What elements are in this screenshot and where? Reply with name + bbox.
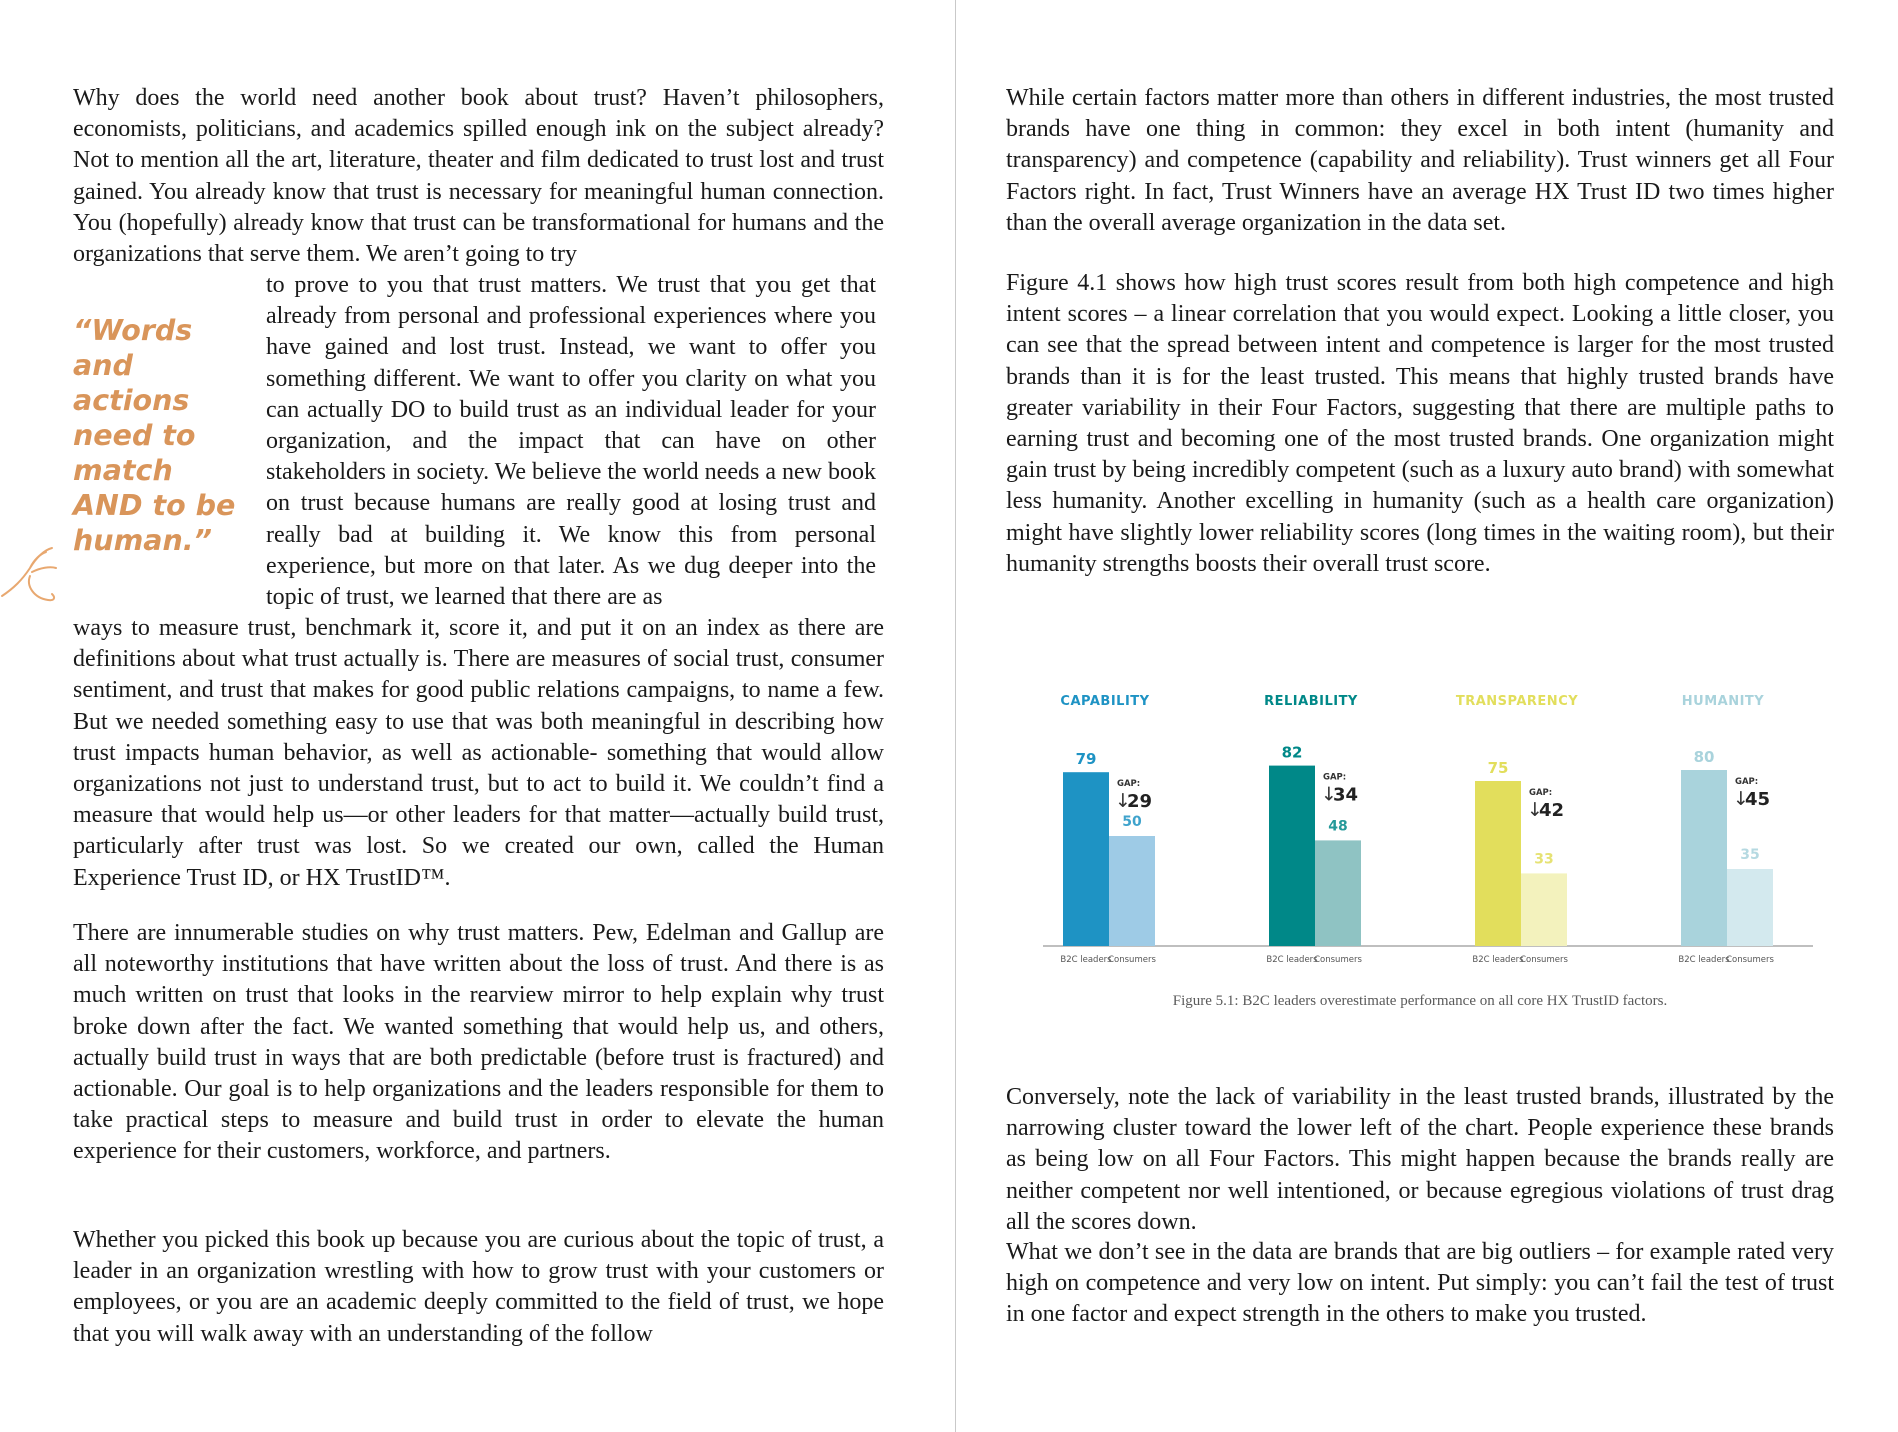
gap-down-arrow-icon: ↓ <box>1733 788 1749 810</box>
left-paragraph-3: Whether you picked this book up because you are curious about the topic of trust, a leader in an organization wrestling with how to grow trust with your customers or employees, or you are an academic deeply committed to the field of trust, we hope that you will walk away with an understanding of the follow <box>73 1227 884 1347</box>
value-label-consumers-transparency: 33 <box>1534 851 1554 868</box>
x-tick-label-consumers: Consumers <box>1108 955 1156 965</box>
gap-value-humanity: 45 <box>1745 789 1771 810</box>
left-paragraph-1-tail: ways to measure trust, benchmark it, score it, and put it on an index as there are definitions about what trust actually is. There are measures of social trust, consumer sentiment, and trust that makes for good public relations campaigns, to name a few. But we needed something easy to use that was both meaningful in describing how trust impacts human behavior, as well as actionable- something that would allow organizations not just to understand trust, but to act to build it. We couldn’t find a measure that would help us—or other leaders for that matter—actually build trust, particularly after trust was lost. So we created our own, called the Human Experience Trust ID, or HX TrustID™. <box>73 615 884 891</box>
bar-leaders-reliability <box>1269 766 1315 946</box>
gap-value-reliability: 34 <box>1333 784 1359 806</box>
value-label-leaders-reliability: 82 <box>1281 743 1303 762</box>
gap-down-arrow-icon: ↓ <box>1115 790 1131 813</box>
category-label-reliability: RELIABILITY <box>1264 694 1358 709</box>
value-label-consumers-capability: 50 <box>1122 814 1142 830</box>
right-paragraph-3: Conversely, note the lack of variability in the least trusted brands, illustrated by the narrowing cluster toward the lower left of the chart. People experience these brands as being low on all Four Factors. This might happen because the brands really are neither competent nor well intentioned, or because egregious violations of trust drag all the scores down. <box>1006 1084 1834 1235</box>
value-label-leaders-capability: 79 <box>1075 750 1097 769</box>
x-tick-label-consumers: Consumers <box>1726 955 1774 965</box>
bar-consumers-reliability <box>1315 840 1361 946</box>
gap-down-arrow-icon: ↓ <box>1527 799 1543 821</box>
x-tick-label-consumers: Consumers <box>1520 955 1568 965</box>
category-label-capability: CAPABILITY <box>1060 694 1150 709</box>
bar-leaders-humanity <box>1681 770 1727 946</box>
left-paragraph-1-lead: Why does the world need another book about trust? Haven’t philosophers, economists, politicians, and academics spilled enough ink on the subject already? Not to mention all the art, literature, theater and film dedicated to trust lost and trust gained. You already know that trust is necessary for meaningful human connection. You (hopefully) already know that trust can be transformational for humans and the organizations that serve them. We aren’t going to try <box>73 85 884 268</box>
right-paragraph-1: While certain factors matter more than others in different industries, the most trusted brands have one thing in common: they excel in both intent (humanity and transparency) and competence (capability and reliability). Trust winners get all Four Factors right. In fact, Trust Winners have an average HX Trust ID two times higher than the overall average organization in the data set. <box>1006 85 1834 236</box>
x-tick-label-leaders: B2C leaders <box>1060 955 1112 965</box>
x-tick-label-leaders: B2C leaders <box>1472 955 1524 965</box>
gap-label-transparency: GAP: <box>1529 788 1553 798</box>
bar-leaders-transparency <box>1475 781 1521 946</box>
value-label-consumers-humanity: 35 <box>1740 847 1760 863</box>
gap-down-arrow-icon: ↓ <box>1321 783 1337 806</box>
value-label-consumers-reliability: 48 <box>1328 818 1348 835</box>
left-paragraph-2: There are innumerable studies on why trust matters. Pew, Edelman and Gallup are all noteworthy institutions that have written about the loss of trust. And there is as much written on trust that looks in the rearview mirror to help explain why trust broke down after the fact. We wanted something that would help us, and others, actually build trust in ways that are both predictable (before trust is fractured) and actionable. Our goal is to help organizations and the leaders responsible for them to take practical steps to measure and build trust in order to elevate the human experience for their customers, workforce, and partners. <box>73 920 884 1165</box>
pull-quote: “Words and actions need to match AND to be human.” <box>73 314 236 557</box>
value-label-leaders-humanity: 80 <box>1693 748 1715 766</box>
bar-consumers-transparency <box>1521 873 1567 946</box>
value-label-leaders-transparency: 75 <box>1487 759 1509 777</box>
left-paragraph-1-wrapped: to prove to you that trust matters. We trust that you get that already from personal and professional experiences where you have gained and lost trust. Instead, we want to offer you something different. We want to offer you clarity on what you can actually DO to build trust as an individual leader for your organization, and the impact that can have on other stakeholders in society. We believe the world needs a new book on trust because humans are really good at losing trust and really bad at building it. We know this from personal experience, but more on that later. As we dug deeper into the topic of trust, we learned that there are as <box>266 272 876 611</box>
hand-drawn-doodle-icon <box>0 528 70 608</box>
right-paragraph-2: Figure 4.1 shows how high trust scores result from both high competence and high intent scores – a linear correlation that you would expect. Looking a little closer, you can see that the spread between intent and competence is larger for the most trusted brands than it is for the least trusted. This means that highly trusted brands have greater variability in their Four Factors, suggesting that there are multiple paths to earning trust and becoming one of the most trusted brands. One organization might gain trust by being incredibly competent (such as a luxury auto brand) with somewhat less humanity. Another excelling in humanity (such as a health care organization) might have slightly lower reliability scores (long times in the waiting room), but their humanity strengths boosts their overall trust score. <box>1006 270 1834 577</box>
bar-consumers-humanity <box>1727 869 1773 946</box>
category-label-humanity: HUMANITY <box>1681 694 1765 709</box>
gap-value-transparency: 42 <box>1539 800 1565 821</box>
gap-label-humanity: GAP: <box>1735 777 1759 787</box>
gap-label-reliability: GAP: <box>1323 772 1347 783</box>
bar-consumers-capability <box>1109 836 1155 946</box>
x-tick-label-leaders: B2C leaders <box>1678 955 1730 965</box>
figure-caption: Figure 5.1: B2C leaders overestimate performance on all core HX TrustID factors. <box>1172 993 1668 1009</box>
x-tick-label-consumers: Consumers <box>1314 955 1362 965</box>
trust-factor-bar-chart <box>1038 678 1818 978</box>
x-tick-label-leaders: B2C leaders <box>1266 955 1318 965</box>
gap-value-capability: 29 <box>1127 791 1153 813</box>
bar-leaders-capability <box>1063 772 1109 946</box>
gap-label-capability: GAP: <box>1117 779 1141 790</box>
right-paragraph-4: What we don’t see in the data are brands that are big outliers – for example rated very high on competence and very low on intent. Put simply: you can’t fail the test of trust in one factor and expect strength in the others to make you trusted. <box>1006 1239 1834 1328</box>
category-label-transparency: TRANSPARENCY <box>1455 694 1579 709</box>
